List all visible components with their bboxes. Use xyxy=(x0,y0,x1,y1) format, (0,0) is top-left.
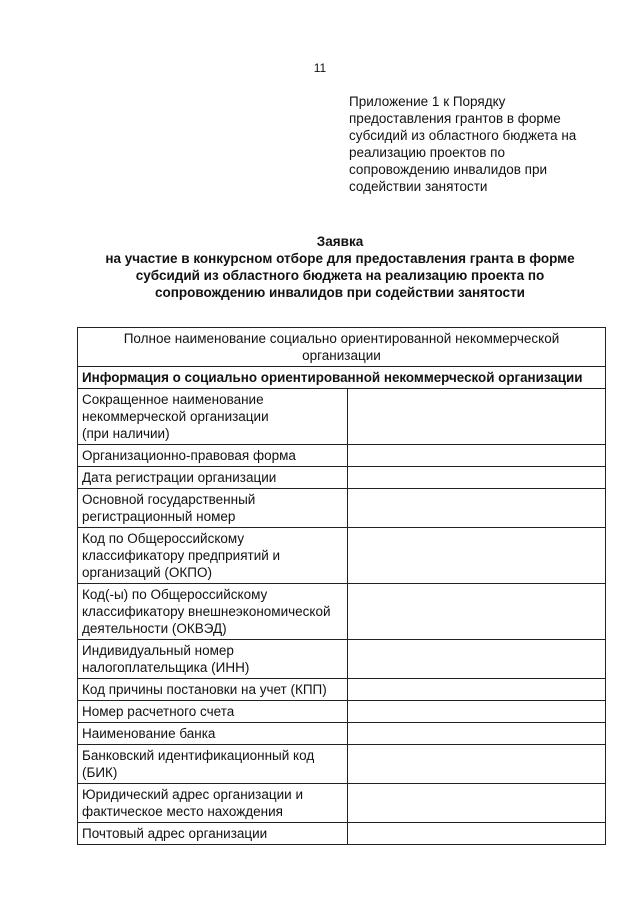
appendix-line: сопровождению инвалидов при xyxy=(349,162,548,177)
field-label-line: Организационно-правовая форма xyxy=(82,448,296,463)
application-form-table xyxy=(77,327,606,845)
field-label-cell xyxy=(78,467,348,489)
field-value-cell[interactable] xyxy=(348,445,606,467)
table-row xyxy=(78,489,606,528)
field-label-cell xyxy=(78,823,348,845)
field-label-line: Код(-ы) по Общероссийскому xyxy=(82,587,268,602)
field-value-cell[interactable] xyxy=(348,784,606,823)
field-label-line: (БИК) xyxy=(82,765,118,780)
table-row xyxy=(78,679,606,701)
field-label-line: (при наличии) xyxy=(82,426,170,441)
field-value-cell[interactable] xyxy=(348,679,606,701)
field-label-line: классификатору внешнеэкономической xyxy=(82,604,331,619)
field-label-cell xyxy=(78,389,348,445)
field-value-cell[interactable] xyxy=(348,489,606,528)
table-row xyxy=(78,445,606,467)
field-value-cell[interactable] xyxy=(348,745,606,784)
field-label-line: Номер расчетного счета xyxy=(82,704,235,719)
appendix-line: предоставления грантов в форме xyxy=(349,111,561,126)
appendix-line: содействии занятости xyxy=(349,179,488,194)
field-value-cell[interactable] xyxy=(348,528,606,584)
title-line: сопровождению инвалидов при содействии занятости xyxy=(155,285,525,300)
field-label-line: Код по Общероссийскому xyxy=(82,531,245,546)
field-label-line: Наименование банка xyxy=(82,726,216,741)
field-label-cell xyxy=(78,584,348,640)
field-label-cell xyxy=(78,640,348,679)
table-row xyxy=(78,528,606,584)
page-number: 11 xyxy=(313,61,327,75)
table-row xyxy=(78,389,606,445)
form-rows xyxy=(78,389,606,845)
full-name-header-line: организации xyxy=(302,348,381,363)
full-name-header-line: Полное наименование социально ориентированной некоммерческой xyxy=(123,331,560,346)
field-label-line: Почтовый адрес организации xyxy=(82,826,268,841)
field-label-line: Индивидуальный номер xyxy=(82,643,234,658)
field-label-line: некоммерческой организации xyxy=(82,409,269,424)
field-value-cell[interactable] xyxy=(348,640,606,679)
table-row xyxy=(78,467,606,489)
section-header-cell: Информация о социально ориентированной некоммерческой организации xyxy=(78,367,606,389)
full-name-header-row xyxy=(78,328,606,367)
appendix-line: реализацию проектов по xyxy=(349,145,505,160)
field-label-cell xyxy=(78,489,348,528)
title-line: субсидий из областного бюджета на реализацию проекта по xyxy=(135,268,545,283)
field-label-cell xyxy=(78,528,348,584)
field-value-cell[interactable] xyxy=(348,723,606,745)
field-label-cell xyxy=(78,723,348,745)
field-label-line: налогоплательщика (ИНН) xyxy=(82,660,250,675)
field-value-cell[interactable] xyxy=(348,389,606,445)
field-label-line: Дата регистрации организации xyxy=(82,470,277,485)
document-title xyxy=(60,233,620,301)
title-heading: Заявка xyxy=(316,234,364,249)
field-label-line: Сокращенное наименование xyxy=(82,392,264,407)
field-label-line: регистрационный номер xyxy=(82,509,236,524)
field-label-line: организаций (ОКПО) xyxy=(82,565,212,580)
table-row xyxy=(78,823,606,845)
field-label-line: фактическое место нахождения xyxy=(82,804,283,819)
table-row xyxy=(78,745,606,784)
field-value-cell[interactable] xyxy=(348,823,606,845)
field-label-cell xyxy=(78,701,348,723)
field-label-line: Код причины постановки на учет (КПП) xyxy=(82,682,327,697)
field-label-line: классификатору предприятий и xyxy=(82,548,281,563)
field-label-line: деятельности (ОКВЭД) xyxy=(82,621,227,636)
field-label-cell xyxy=(78,784,348,823)
table-row xyxy=(78,640,606,679)
field-label-cell xyxy=(78,679,348,701)
field-label-line: Основной государственный xyxy=(82,492,256,507)
appendix-note xyxy=(349,93,599,195)
table-row xyxy=(78,584,606,640)
field-value-cell[interactable] xyxy=(348,701,606,723)
field-label-line: Банковский идентификационный код xyxy=(82,748,315,763)
appendix-line: субсидий из областного бюджета на xyxy=(349,128,577,143)
field-value-cell[interactable] xyxy=(348,584,606,640)
field-label-cell xyxy=(78,745,348,784)
full-name-header-cell xyxy=(78,328,606,367)
table-row xyxy=(78,784,606,823)
field-value-cell[interactable] xyxy=(348,467,606,489)
field-label-line: Юридический адрес организации и xyxy=(82,787,303,802)
appendix-line: Приложение 1 к Порядку xyxy=(349,94,506,109)
title-line: на участие в конкурсном отборе для предоставления гранта в форме xyxy=(105,251,575,266)
table-row xyxy=(78,701,606,723)
field-label-cell xyxy=(78,445,348,467)
table-row xyxy=(78,723,606,745)
section-header-row xyxy=(78,367,606,389)
